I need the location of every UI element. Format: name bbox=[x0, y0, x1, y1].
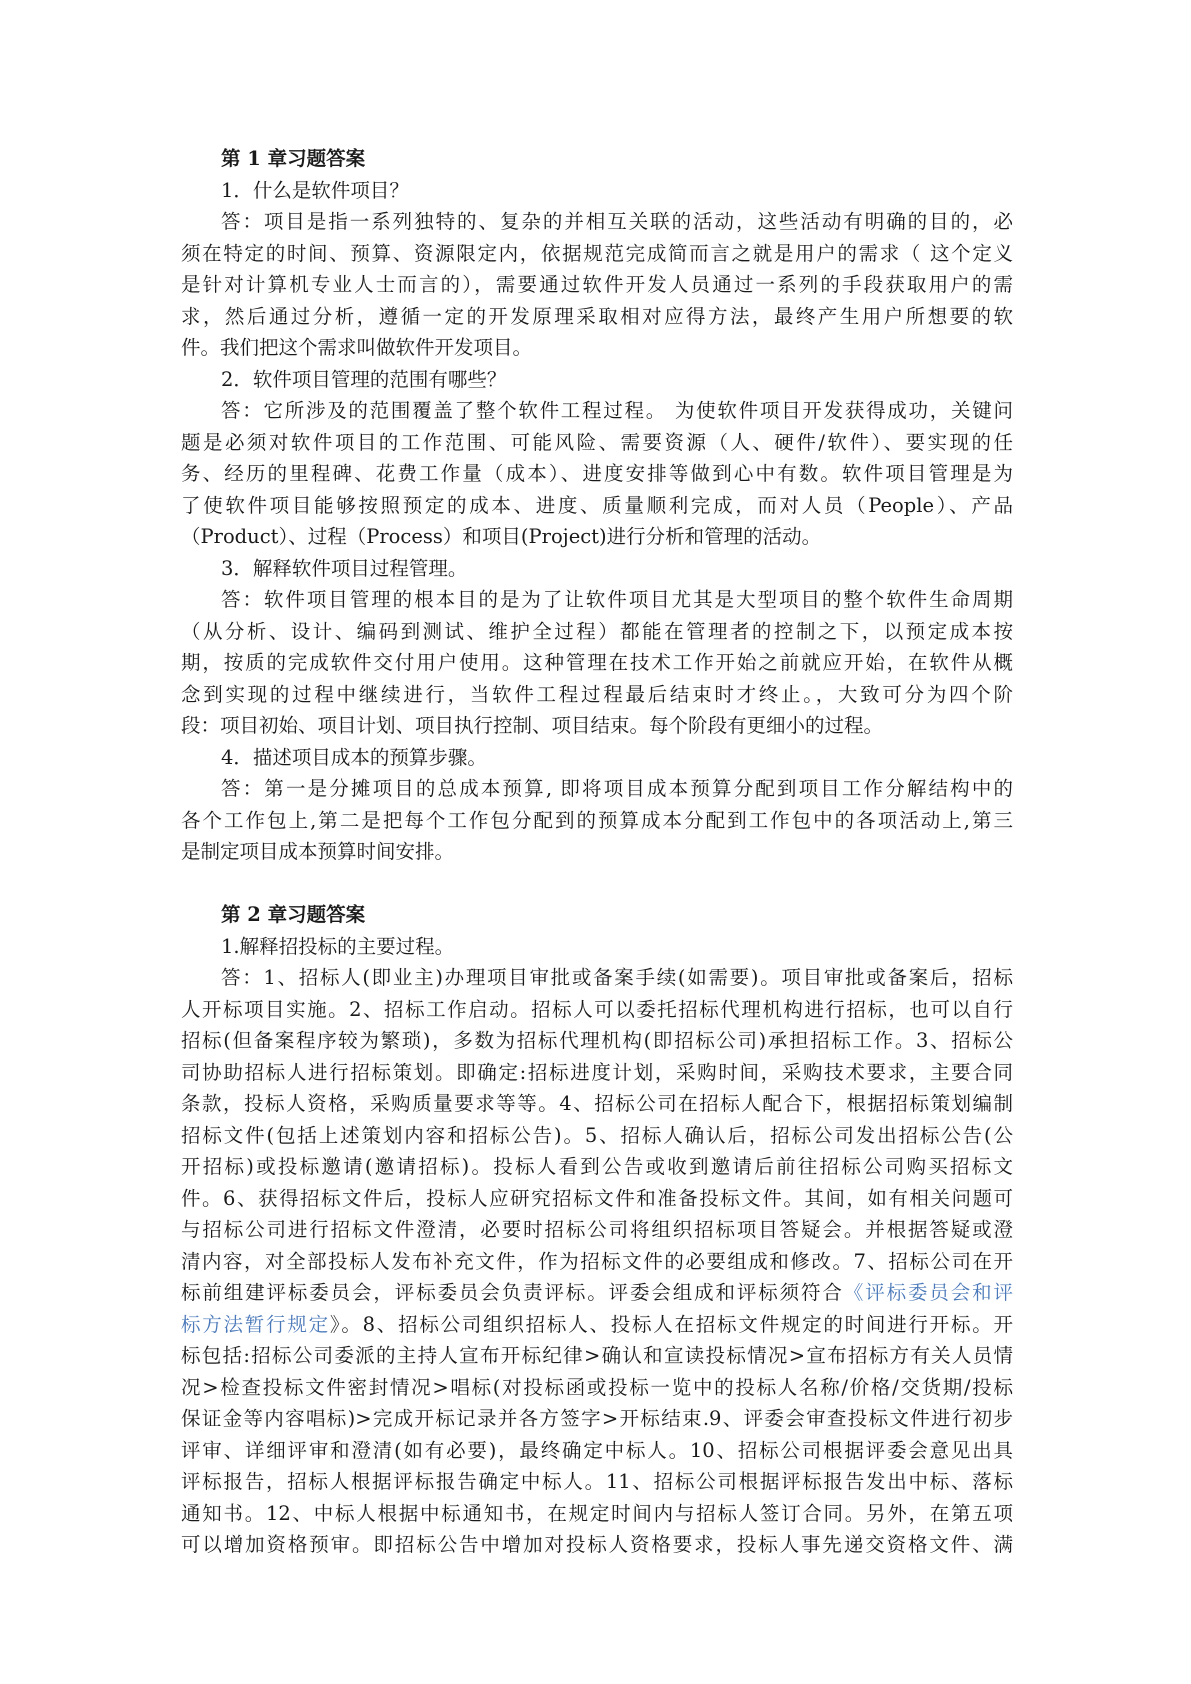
answer-line: 须在特定的时间、预算、资源限定内，依据规范完成简而言之就是用户的需求（ 这个定义 bbox=[181, 241, 1013, 265]
document-body bbox=[181, 143, 1013, 1561]
question-1-1: 1．什么是软件项目？ bbox=[221, 178, 409, 202]
answer-line: 条款，投标人资格，采购质量要求等等。4、招标公司在招标人配合下，根据招标策划编制 bbox=[181, 1092, 1013, 1115]
answer-line: 可以增加资格预审。即招标公告中增加对投标人资格要求，投标人事先递交资格文件、满 bbox=[181, 1533, 1013, 1556]
regulation-link[interactable]: 标方法暂行规定 bbox=[181, 1312, 330, 1336]
chapter-2-title: 第 2 章习题答案 bbox=[221, 903, 366, 926]
answer-line: 是制定项目成本预算时间安排。 bbox=[181, 840, 455, 863]
answer-line: （Product）、过程（Process）和项目(Project)进行分析和管理的活动。 bbox=[181, 525, 822, 548]
question-1-3: 3．解释软件项目过程管理。 bbox=[221, 556, 468, 580]
answer-line bbox=[181, 1277, 1013, 1309]
section-gap bbox=[181, 868, 1013, 900]
answer-text: 》。8、招标公司组织招标人、投标人在招标文件规定的时间进行开标。开 bbox=[329, 1312, 1013, 1336]
answer-line: 念到实现的过程中继续进行，当软件工程过程最后结束时才终止。，大致可分为四个阶 bbox=[181, 682, 1013, 706]
answer-line: 招标(但备案程序较为繁琐)，多数为招标代理机构(即招标公司)承担招标工作。3、招标公 bbox=[181, 1029, 1013, 1052]
question-1-4: 4．描述项目成本的预算步骤。 bbox=[221, 745, 487, 769]
answer-line: 与招标公司进行招标文件澄清，必要时招标公司将组织招标项目答疑会。并根据答疑或澄 bbox=[181, 1218, 1013, 1241]
answer-line: 保证金等内容唱标)>完成开标记录并各方签字>开标结束.9、评委会审查投标文件进行初步 bbox=[181, 1407, 1013, 1430]
answer-line: 件。6、获得招标文件后，投标人应研究招标文件和准备投标文件。其间，如有相关问题可 bbox=[181, 1186, 1013, 1210]
answer-line: 件。我们把这个需求叫做软件开发项目。 bbox=[181, 336, 533, 359]
answer-line: 答：它所涉及的范围覆盖了整个软件工程过程。 为使软件项目开发获得成功，关键问 bbox=[221, 399, 1013, 422]
answer-line: 标包括:招标公司委派的主持人宣布开标纪律>确认和宣读投标情况>宣布招标方有关人员情 bbox=[181, 1344, 1013, 1367]
answer-line: 求，然后通过分析，遵循一定的开发原理采取相对应得方法，最终产生用户所想要的软 bbox=[181, 304, 1013, 328]
chapter-1-title: 第 1 章习题答案 bbox=[221, 147, 366, 170]
answer-line: 开招标)或投标邀请(邀请招标)。投标人看到公告或收到邀请后前往招标公司购买招标文 bbox=[181, 1155, 1013, 1178]
answer-line: 段：项目初始、项目计划、项目执行控制、项目结束。每个阶段有更细小的过程。 bbox=[181, 714, 884, 737]
answer-line: 题是必须对软件项目的工作范围、可能风险、需要资源（人、硬件/软件）、要实现的任 bbox=[181, 430, 1013, 454]
answer-line: 答：软件项目管理的根本目的是为了让软件项目尤其是大型项目的整个软件生命周期 bbox=[221, 588, 1013, 611]
answer-line: 评审、详细评审和澄清(如有必要)，最终确定中标人。10、招标公司根据评委会意见出具 bbox=[181, 1438, 1013, 1462]
answer-line bbox=[181, 1309, 1013, 1341]
question-1-2: 2．软件项目管理的范围有哪些？ bbox=[221, 367, 507, 391]
answer-line: 务、经历的里程碑、花费工作量（成本）、进度安排等做到心中有数。软件项目管理是为 bbox=[181, 462, 1013, 485]
answer-line: 人开标项目实施。2、招标工作启动。招标人可以委托招标代理机构进行招标，也可以自行 bbox=[181, 997, 1013, 1021]
answer-line: 答：1、招标人(即业主)办理项目审批或备案手续(如需要)。项目审批或备案后，招标 bbox=[221, 966, 1013, 989]
answer-line: 招标文件(包括上述策划内容和招标公告)。5、招标人确认后，招标公司发出招标公告(公 bbox=[181, 1123, 1013, 1147]
answer-line: 司协助招标人进行招标策划。即确定:招标进度计划，采购时间，采购技术要求，主要合同 bbox=[181, 1060, 1013, 1084]
answer-line: 通知书。12、中标人根据中标通知书，在规定时间内与招标人签订合同。另外，在第五项 bbox=[181, 1501, 1013, 1525]
answer-line: 况>检查投标文件密封情况>唱标(对投标函或投标一览中的投标人名称/价格/交货期/投标 bbox=[181, 1375, 1013, 1399]
answer-text: 标前组建评标委员会，评标委员会负责评标。评委会组成和评标须符合 bbox=[181, 1281, 844, 1304]
answer-line: 答：项目是指一系列独特的、复杂的并相互关联的活动，这些活动有明确的目的，必 bbox=[221, 210, 1013, 233]
answer-line: 了使软件项目能够按照预定的成本、进度、质量顺利完成，而对人员（People）、产品 bbox=[181, 493, 1013, 517]
answer-line: （从分析、设计、编码到测试、维护全过程）都能在管理者的控制之下，以预定成本按 bbox=[181, 619, 1013, 643]
answer-line: 答：第一是分摊项目的总成本预算, 即将项目成本预算分配到项目工作分解结构中的 bbox=[221, 777, 1013, 800]
answer-line: 评标报告，招标人根据评标报告确定中标人。11、招标公司根据评标报告发出中标、落标 bbox=[181, 1470, 1013, 1493]
answer-line: 期，按质的完成软件交付用户使用。这种管理在技术工作开始之前就应开始，在软件从概 bbox=[181, 651, 1013, 674]
question-2-1: 1.解释招投标的主要过程。 bbox=[221, 934, 455, 958]
regulation-link[interactable]: 《评标委员会和评 bbox=[843, 1281, 1013, 1304]
answer-line: 清内容，对全部投标人发布补充文件，作为招标文件的必要组成和修改。7、招标公司在开 bbox=[181, 1249, 1013, 1273]
answer-line: 是针对计算机专业人士而言的），需要通过软件开发人员通过一系列的手段获取用户的需 bbox=[181, 273, 1013, 296]
answer-line: 各个工作包上,第二是把每个工作包分配到的预算成本分配到工作包中的各项活动上,第三 bbox=[181, 808, 1013, 832]
